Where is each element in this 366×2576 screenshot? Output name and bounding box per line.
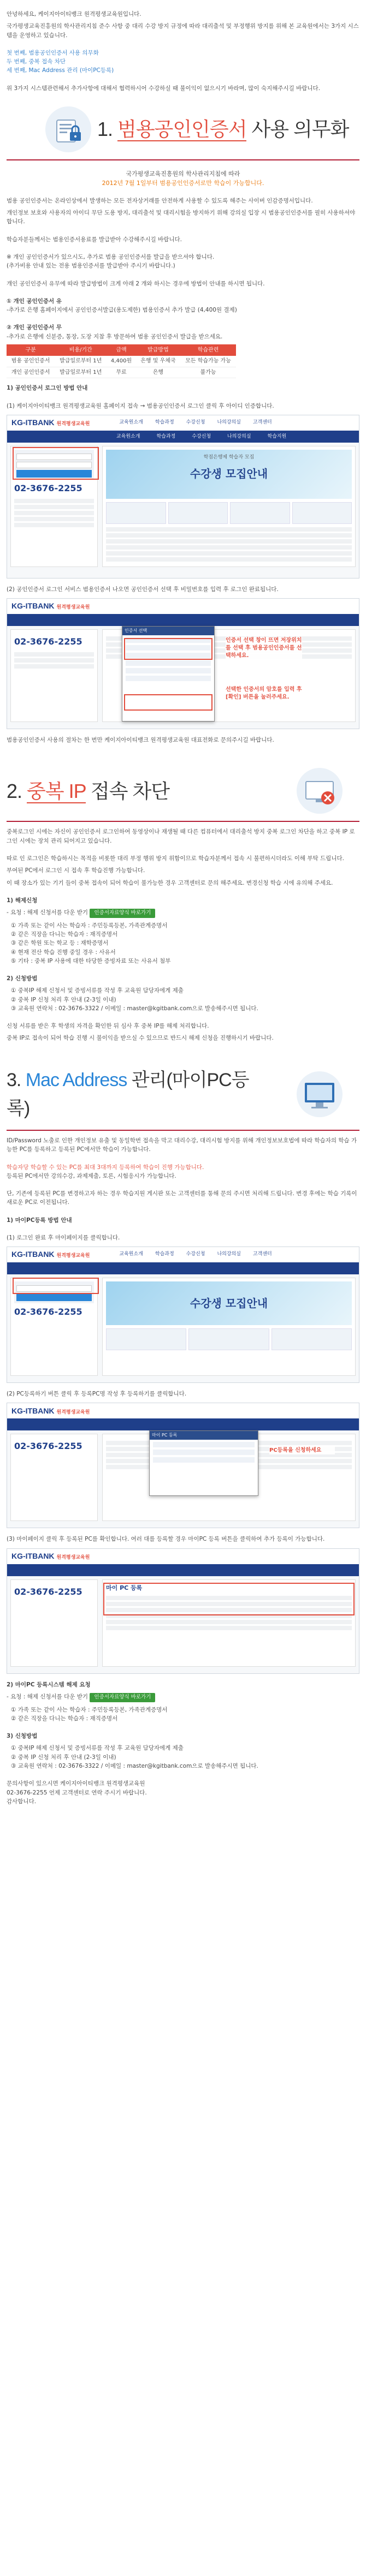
phone-number: 02-3676-2255 [14, 482, 82, 493]
ip-desc-3: 부여된 PC에서 로그인 시 접속 후 학습진행 가능합니다. [7, 867, 145, 874]
table-header: 구분 [7, 344, 55, 356]
ip-desc-2: 따로 인 로그인은 학습하시는 목적을 비롯한 대리 부정 행위 방지 위함이므로 학습자분께서 접속 시 불편하시더라도 이해 부탁 드립니다. [7, 855, 344, 862]
site-menu-item[interactable]: 학습지원 [267, 433, 287, 439]
mac-step-1: (1) 로그인 완료 후 마이페이지를 클릭합니다. [7, 1234, 120, 1241]
download-form-button[interactable]: 인증서자료양식 바로가기 [90, 909, 155, 918]
site-nav-item[interactable]: 학습과정 [155, 419, 174, 425]
intro-closing: 위 3가지 시스템관련해서 추가사항에 대해서 협력하시어 수강하실 때 불이익이 없으시기 바라며, 많이 숙지해주시길 바랍니다. [7, 85, 321, 92]
ip-desc-1: 중복로그인 시에는 자신이 공인인증서 로그인하여 동영상이나 재생될 때 다른 컴퓨터에서 대리출석 방지 중복 로그인 차단을 하고 중복 IP 로그인 시에는 장치 관리 되어지고 있습니다. [7, 828, 355, 844]
computer-icon [296, 1071, 343, 1118]
intro-greeting: 안녕하세요, 케이지아이티뱅크 원격평생교육원입니다. [7, 11, 141, 17]
list-item: ① 중복IP 해제 신청서 및 증빙서류를 작성 후 교육원 담당자에게 제출 [11, 1745, 184, 1752]
list-item: ③ 교육원 연락처 : 02-3676-3322 / 이메일 : master@kgitbank.com으로 발송해주시면 됩니다. [11, 1763, 258, 1770]
section2-divider [7, 821, 359, 822]
table-header: 금액 [107, 344, 136, 356]
section3-title: 3. Mac Address 관리(마이PC등록) [7, 1069, 249, 1119]
cert-desc-1: 범용 공인인증서는 온라인상에서 발생하는 모든 전자상거래를 안전하게 사용할 수 있도록 해주는 사이버 인감증명서입니다. [7, 197, 313, 204]
footer-line-2: 02-3676-2255 언제 고객센터로 연락 주시기 바랍니다. [7, 1789, 147, 1796]
site-nav-item[interactable]: 교육원소개 [119, 419, 143, 425]
highlight-box [124, 694, 212, 711]
list-item: ④ 현재 전산 학습 진행 중일 경우 : 사유서 [11, 949, 116, 956]
cert-step-2: (2) 공인인증서 로그인 서비스 범용인증서 나오면 공인인증서 선택 후 비밀번호를 입력 후 로그인 완료됩니다. [7, 586, 279, 593]
table-header: 발급방법 [136, 344, 180, 356]
ip-req-row: - 요청 : 해제 신청서를 다운 받기 인증서자료양식 바로가기 [7, 908, 359, 918]
mac-desc-4: 단, 기존에 등록된 PC를 변경하고자 하는 경우 학습지원 게시판 또는 고객센터를 통해 문의 주시면 처리해 드립니다. 변경 후에는 학습 기록이 새로운 PC로 이전됩니다. [7, 1190, 357, 1206]
section1-header [7, 96, 359, 157]
table-row: 범용 공인인증서 발급일로부터 1년 4,400원 은행 및 우체국 모든 학습가능 가능 [7, 356, 236, 367]
highlight-box [13, 1278, 99, 1294]
site-menu-item[interactable]: 수강신청 [192, 433, 211, 439]
site-logo[interactable]: KG-ITBANK 원격평생교육원 [11, 418, 90, 427]
mac-desc-3: 등록된 PC에서만 강의수강, 과제제출, 토론, 시험응시가 가능합니다. [7, 1172, 176, 1179]
cert-note-2: (추가비용 안내 있는 전용 범용인증서를 발급받아 주시기 바랍니다.) [7, 263, 175, 270]
opt1-desc: -추가로 은행 홈페이지에서 공인인증서발급(용도제한) 범용인증서 추가 발급 (4,400원 결제) [7, 307, 237, 314]
site-nav-item[interactable]: 수강신청 [186, 419, 205, 425]
intro-item-1: 첫 번째, 범용공인인증서 사용 의무화 [7, 49, 99, 56]
ip-desc-6: 중복 IP로 접속이 되어 학습 진행 시 불이익을 받으실 수 있으므로 반드시 해제 신청을 진행하시기 바랍니다. [7, 1035, 274, 1042]
cert-steps-heading: 1) 공인인증서 로그인 방법 안내 [7, 385, 88, 392]
list-item: ③ 같은 학원 또는 학교 등 : 재학증명서 [11, 940, 109, 947]
mac-step-3: (3) 마이페이지 클릭 후 등록된 PC를 확인합니다. 여러 대를 등록할 경우 마이PC 등록 버튼을 클릭하여 추가 등록이 가능합니다. [7, 1536, 325, 1543]
download-form-button[interactable]: 인증서자료양식 바로가기 [90, 1693, 155, 1702]
site-nav-item[interactable]: 고객센터 [252, 419, 272, 425]
opt1-title: ① 개인 공인인증서 유 [7, 297, 62, 305]
cert-desc-3: 학습자분들께서는 범용인증서용료를 발급받아 수강해주시길 바랍니다. [7, 236, 182, 243]
intro-item-2: 두 번째, 중복 접속 차단 [7, 58, 66, 65]
cert-desc-2: 개인정보 보호와 사용자의 아이디 무단 도용 방지, 대리출석 및 대리시험을 방지하기 위해 강의실 입장 시 범용공인인증서를 필히 사용하셔야 합니다. [7, 210, 356, 225]
list-item: ② 중복 IP 신청 처리 후 안내 (2-3일 이내) [11, 1754, 116, 1761]
callout-register-pc: PC등록을 신청하세요 [269, 1447, 335, 1454]
site-menu-item[interactable]: 나의강의실 [227, 433, 251, 439]
mac-step-2: (2) PC등록하기 버튼 클릭 후 등록PC명 작성 후 등록하기를 클릭합니다. [7, 1391, 187, 1398]
callout-cert-password: 선택한 인증서의 암호를 입력 후 [확인] 버튼을 눌러주세요. [226, 687, 302, 701]
footer-line-1: 문의사항이 있으시면 케이지아이티뱅크 원격평생교육원 [7, 1780, 145, 1787]
intro-item-3: 세 번째, Mac Address 관리 (마이PC등록) [7, 67, 114, 74]
ip-desc-5: 신청 서류를 받은 후 학생의 자격을 확인한 뒤 심사 후 중복 IP를 해제 처리합니다. [7, 1023, 209, 1030]
highlight-box [124, 638, 212, 660]
list-item: ⑤ 기타 : 중복 IP 사용에 대한 타당한 증빙자료 또는 사유서 첨부 [11, 957, 171, 964]
certificate-lock-icon [45, 106, 92, 153]
cert-price-table [7, 344, 236, 379]
list-item: ② 같은 직장을 다니는 학습자 : 재직증명서 [11, 931, 118, 938]
cert-select-dialog[interactable]: 인증서 선택 [122, 626, 215, 721]
list-item: ② 같은 직장을 다니는 학습자 : 재직증명서 [11, 1715, 118, 1722]
cert-step-1: (1) 케이지아이티뱅크 원격평생교육원 홈페이지 접속 → 범용공인인증서 로그인 클릭 후 아이디 인증합니다. [7, 402, 274, 409]
list-item: ① 가족 또는 같이 사는 학습자 : 주민등록등본, 가족관계증명서 [11, 1706, 168, 1713]
footer-thanks: 감사합니다. [7, 1798, 37, 1805]
opt2-desc: -추가로 은행에 신분증, 통장, 도장 지참 후 방문하여 범용 공인인증서 발급을 받으세요. [7, 333, 223, 340]
mac-desc-2: 학습자당 학습할 수 있는 PC를 최대 3대까지 등록하여 학습이 진행 가능합니다. [7, 1164, 204, 1171]
section2-title: 2. 중복 IP 접속 차단 [7, 779, 170, 802]
mac-desc-1: ID/Password 노출로 인한 개인정보 유출 및 동일학번 접속을 막고 대리수강, 대리시험 방지를 위해 개인정보보호법에 따라 학습자의 학습 가능한 PC를 등록하고 등록된 PC에서만 학습이 가능합니다. [7, 1137, 357, 1153]
list-item: ② 중복 IP 신청 처리 후 안내 (2-3일 이내) [11, 996, 116, 1003]
main-banner[interactable]: 학점은행제 학습자 모집 수강생 모집안내 [106, 450, 352, 499]
pc-register-dialog[interactable]: 마이 PC 등록 [149, 1430, 258, 1496]
mypc-title: 마이 PC 등록 [106, 1584, 143, 1591]
opt2-title: ② 개인 공인인증서 무 [7, 324, 62, 331]
list-item: ① 가족 또는 같이 사는 학습자 : 주민등록등본, 가족관계증명서 [11, 922, 168, 929]
mac-method-heading: 3) 신청방법 [7, 1733, 38, 1740]
section2-header [7, 758, 359, 819]
cert-note-1: ※ 개인 공인인증서가 있으시도, 추가로 범용 공인인증서를 발급을 받으셔야 합니다. [7, 254, 215, 261]
site-menu-item[interactable]: 교육원소개 [116, 433, 140, 439]
site-nav-item[interactable]: 나의강의실 [217, 419, 241, 425]
ip-req-heading: 1) 해제신청 [7, 897, 38, 904]
callout-cert-select: 인증서 선택 창이 뜨면 저장위치를 선택 후 범용공인인증서를 선택하세요. [226, 637, 302, 659]
site-screenshot-4: KG-ITBANK 원격평생교육원 02-3676-2255 마이 PC 등록 PC등록을 신청하세요 [7, 1403, 359, 1528]
cert-desc-4: 개인 공인인증서 유무에 따라 발급방법이 크게 아래 2 개와 하시는 경우에 방법이 안내를 하시면 됩니다. [7, 280, 265, 287]
intro-text: 국가평생교육진흥원의 학사관리지침 준수 사항 중 대리 수강 방지 규정에 따라 대리출석 및 부정행위 방지를 위해 본 교육원에서는 3가지 시스템을 운영하고 있습니다. [7, 23, 359, 39]
mac-mid-heading: 2) 마이PC 등록시스템 해제 요청 [7, 1681, 91, 1688]
table-header: 비용/기간 [55, 344, 107, 356]
site-screenshot-3: KG-ITBANK 원격평생교육원 교육원소개 학습과정 수강신청 나의강의실 고객센터 02-3676-2255 수강생 모집안내 [7, 1247, 359, 1383]
ip-desc-4: 이 때 장소가 있는 기기 들이 중복 접속이 되어 학습이 불가능한 경우 고객센터로 문의 해주세요. 변경신청 학습 시에 유의해 주세요. [7, 879, 333, 886]
block-ip-icon [296, 767, 343, 814]
table-header: 학습관련 [180, 344, 236, 356]
mac-steps-heading: 1) 마이PC등록 방법 안내 [7, 1217, 72, 1224]
site-menu-item[interactable]: 학습과정 [156, 433, 176, 439]
section1-notice: 국가평생교육진흥원의 학사관리지침에 따라 2012년 7월 1일부터 범용공인인증서로만 학습이 가능합니다. [102, 170, 264, 187]
section1-divider [7, 159, 359, 160]
highlight-box [103, 1583, 355, 1615]
list-item: ③ 교육원 연락처 : 02-3676-3322 / 이메일 : master@kgitbank.com으로 발송해주시면 됩니다. [11, 1005, 258, 1012]
section1-title: 1. 범용공인인증서 사용 의무화 [97, 117, 349, 140]
table-row: 개인 공인인증서 발급일로부터 1년 무료 은행 불가능 [7, 367, 236, 378]
highlight-box [13, 447, 99, 480]
site-screenshot-5: KG-ITBANK 원격평생교육원 02-3676-2255 마이 PC 등록 [7, 1548, 359, 1674]
section1-footer: 범용공인인증서 사용의 절차는 한 번만 케이지아이티뱅크 원격평생교육원 대표전화로 문의주시길 바랍니다. [7, 737, 274, 744]
site-screenshot-1 [7, 415, 359, 579]
mac-req-row: - 요청 : 해제 신청서를 다운 받기 인증서자료양식 바로가기 [7, 1692, 359, 1702]
site-screenshot-2: KG-ITBANK 원격평생교육원 02-3676-2255 인증서 선택 인증서 선택 창이 뜨면 저장위치를 선택 후 범용공인인증서를 선택하세요. 선택한 인증서의 암호를 입력 후 [확인] 버튼을 눌러주세요. [7, 598, 359, 729]
ip-method-heading: 2) 신청방법 [7, 975, 38, 982]
list-item: ① 중복IP 해제 신청서 및 증빙서류를 작성 후 교육원 담당자에게 제출 [11, 987, 184, 994]
section3-divider [7, 1130, 359, 1131]
section3-header [7, 1056, 359, 1128]
